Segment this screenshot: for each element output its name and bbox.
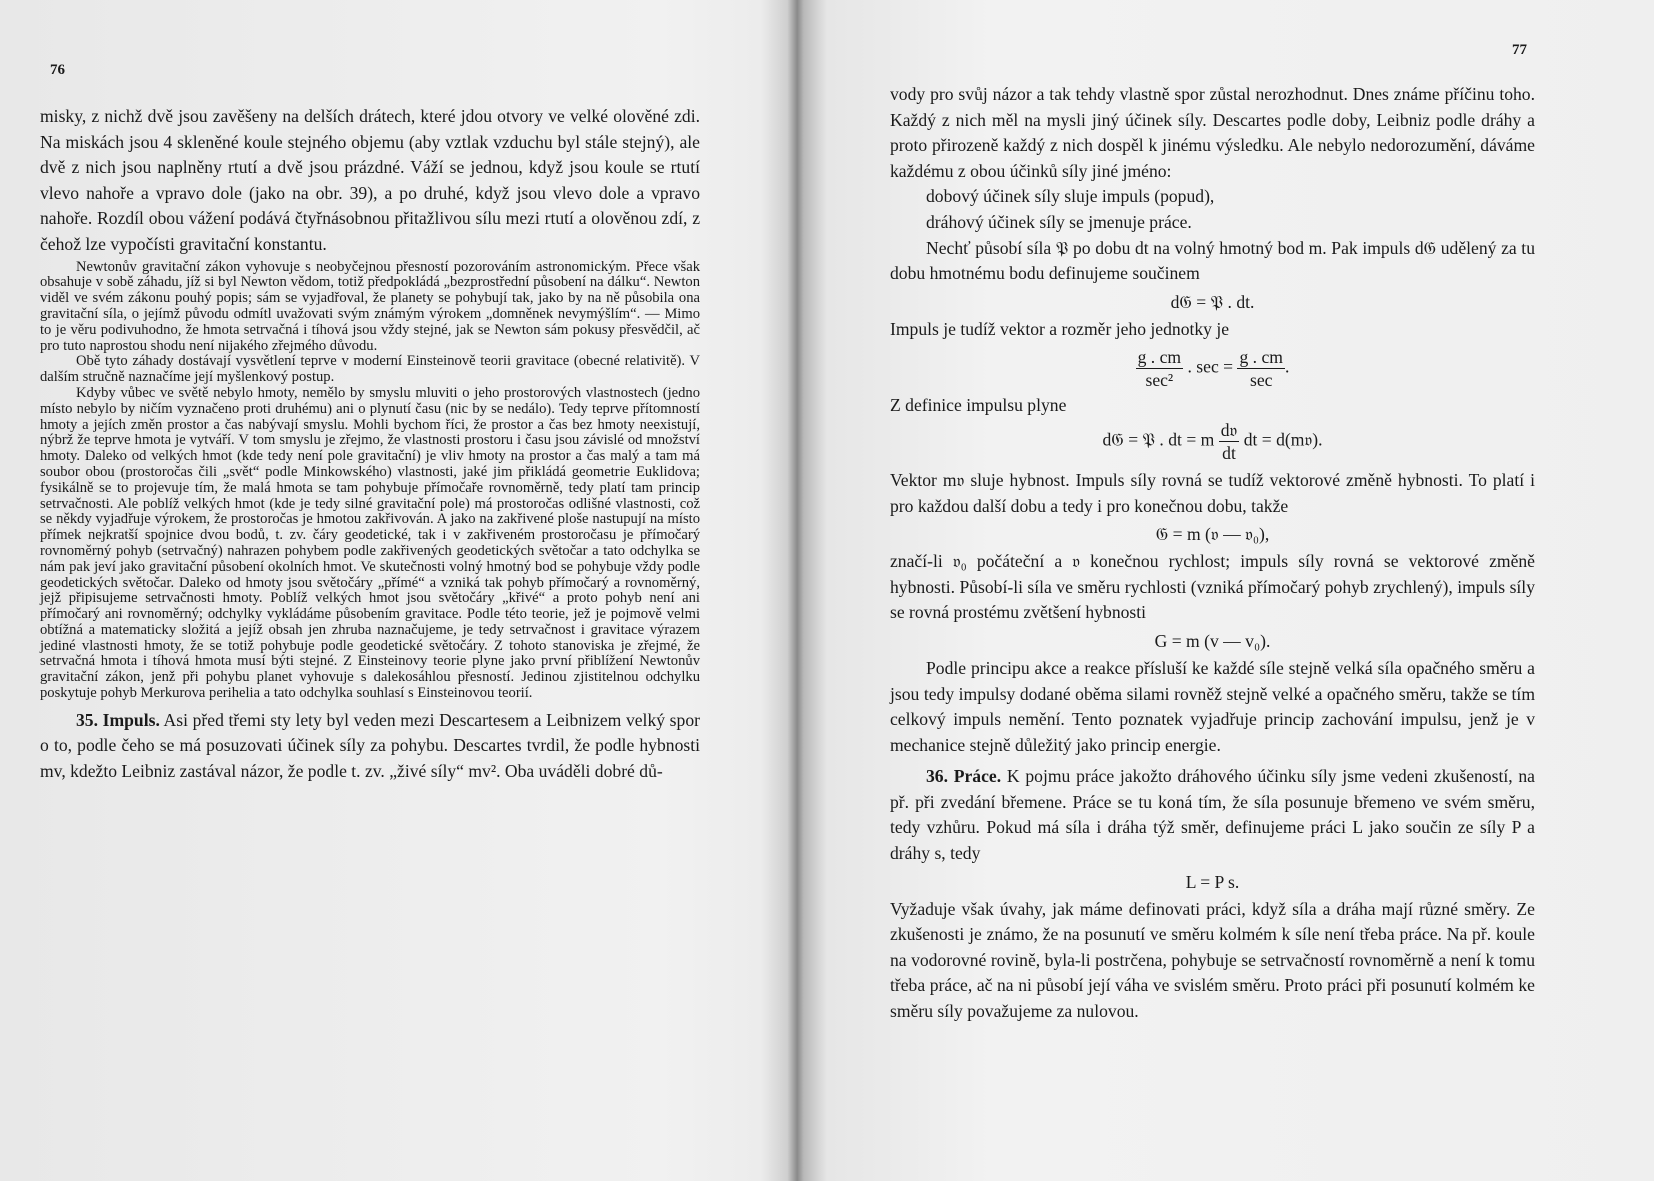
page-number-right: 77 (1512, 42, 1527, 58)
equation: d𝔊 = 𝔓 . dt = m $\frac{\text{d𝔳}}{dt}$ dt = d(m𝔳). (1102, 419, 1323, 463)
paragraph: Vektor m𝔳 sluje hybnost. Impuls síly rovná se tudíž vektorové změně hybnosti. To platí i pro každou další dobu a tedy i pro konečnou dobu, takže (890, 469, 1535, 516)
paragraph-small: Obě tyto záhady dostávají vysvětlení teprve v moderní Einsteinově teorii gravitace (obecné relativitě). V dalším stručně naznačíme její myšlenkový postup. (40, 353, 700, 386)
paragraph: misky, z nichž dvě jsou zavěšeny na delších drátech, které jdou otvory ve velké olověné zdi. Na miskách jsou 4 skleněné koule stejného objemu (aby vztlak vzduchu byl stále stejný), ale dvě z nich jsou naplněny rtutí a dvě jsou prázdné. Váží se jednou, když jsou koule se rtutí vlevo nahoře a vpravo dole (jako na obr. 39), a po druhé, když jsou vlevo dole a vpravo nahoře. Rozdíl obou vážení podává čtyřnásobnou přitažlivou sílu mezi rtutí a olověnou zdí, z čehož lze vypočísti gravitační konstantu. (40, 106, 700, 254)
paragraph: Podle principu akce a reakce přísluší ke každé síle stejně velká síla opačného směru a jsou tedy impulsy dodané oběma silami rovněž stejně velké a opačného směru, takže se tím celkový impuls nemění. Tento poznatek vyjadřuje princip zachování impulsu, jenž je v mechanice stejně důležitý jako princip energie. (890, 657, 1535, 755)
section-35 (40, 708, 700, 785)
fraction: $\frac{\text{d𝔳}}{dt}$ (1220, 419, 1238, 463)
paragraph-small: Newtonův gravitační zákon vyhovuje s neobyčejnou přesností pozorováním astronomickým. Přece však obsahuje v sobě záhadu, jíž si byl Newton vědom, totiž předpokládá „bezprostřední působení na dálku“. Newton viděl ve svém zákonu pouhý popis; sám se vyjadřoval, že planety se pohybují tak, jako by na ně působila ona gravitační síla, o jejímž původu odmítl uvažovati svým známým výrokem „domněnek nevymýšlím“. — Mimo to je věru podivuhodno, že hmota setrvačná i tíhová jsou vždy stejné, jak se Newton sám pokusy přesvědčil, ač pro tuto naprostou shodu není nijakého zřejmého důvodu. (40, 258, 700, 354)
left-page-text (40, 104, 700, 785)
paragraph-small: Kdyby vůbec ve světě nebylo hmoty, nemělo by smyslu mluviti o jeho prostorových vlastnostech (jedno místo nebylo by ničím vyznačeno proti druhému) ani o plynutí času (nic by se nedálo). Tedy teprve přítomností hmoty a jejích změn prostor a čas nabývají smyslu. Mohli bychom říci, že prostor a čas bez hmoty neexistují, nýbrž že teprve hmota je vytváří. V tom smyslu je zřejmo, že vlastnosti prostoru i času jsou závislé od množství hmoty. Daleko od velkých hmot (kde tedy není pole gravitační) je vliv hmoty na prostor a čas malý a tam má soubor obou (prostoročas čili „svět“ podle Minkowského) vlastnosti, jaké jim přikládá geometrie Euklidova; fysikálně se to projevuje tím, že malá hmota se tam pohybuje přímočaře rovnoměrně, tedy platí tam princip setrvačnosti. Ale poblíž velkých hmot (kde je tedy silné gravitační pole) má prostoročas odlišné vlastnosti, což se někdy vyjadřuje výrokem, že prostoročas je hmotou zakřivován. A jako na zakřivené ploše nastupují na místo přímek nejkratší spojnice dvou bodů, t. zv. čáry geodetické, tak i v zakřiveném prostoročasu je přímočarý rovnoměrný pohyb (setrvačný) nahrazen pohybem podle zakřivených geodetických světočar a tato odchylka se nám pak jeví jako gravitační působení okolních hmot. Ve skutečnosti volný hmotný bod se pohybuje vždy podle geodetických světočar. Daleko od hmoty jsou světočáry „přímé“ a vzniká tak pohyb přímočarý a rovnoměrný, jejž připisujeme setrvačnosti hmoty. Poblíž velkých hmot jsou světočáry „křivé“ a proto pohyb není ani přímočarý ani rovnoměrný; odchylky vykládáme působením gravitace. Podle této teorie, jež je pojmově velmi obtížná a matematicky složitá a jejíž obsah jen zhruba naznačujeme, je tedy setrvačnost i gravitace výrazem jediné vlastnosti hmoty, že se totiž pohybuje podle geodetické světočáry. Z tohoto stanoviska je zřejmé, že setrvačná hmota i tíhová hmota musí býti stejné. Z Einsteinovy teorie plyne jako první přiblížení Newtonův gravitační zákon, jenž při pohybu planet vyhovuje s dalekosáhlou přesností. Jedinou zjistitelnou odchylku poskytuje pohyb Merkurova perihelia a tato odchylka souhlasí s Einsteinovou teorií. (40, 384, 700, 702)
section-36 (890, 764, 1535, 866)
paragraph: Z definice impulsu plyne (890, 395, 1067, 416)
right-page-text (890, 82, 1535, 1025)
page-number-left: 76 (50, 62, 65, 78)
paragraph: Nechť působí síla 𝔓 po dobu dt na volný hmotný bod m. Pak impuls d𝔊 udělený za tu dobu hmotnému bodu definujeme součinem (890, 237, 1535, 284)
right-page (890, 0, 1535, 1181)
equation: 𝔊 = m (𝔳 — 𝔳₀), (1155, 524, 1270, 545)
paragraph: značí-li 𝔳₀ počáteční a 𝔳 konečnou rychlost; impuls síly rovná se vektorové změně hybnosti. Působí-li síla ve směru rychlosti (vzniká přímočarý pohyb zrychlený), impuls síly se rovná prostému zvětšení hybnosti (890, 551, 1535, 623)
list-item: dobový účinek síly sluje impuls (popud), (926, 186, 1215, 207)
section-title: 35. Impuls. (76, 709, 160, 730)
equation: L = P s. (1185, 871, 1240, 892)
list-item: dráhový účinek síly se jmenuje práce. (926, 211, 1192, 232)
equation: d𝔊 = 𝔓 . dt. (1170, 291, 1255, 312)
equation-units: $\frac{g . cm}{\text{sec²}}$ . sec = $\frac{g . cm}{\sec}$ . (1137, 347, 1290, 391)
equation: G = m (v — v₀). (1154, 630, 1271, 651)
section-text: K pojmu práce jakožto dráhového účinku síly jsme vedeni zkušeností, na př. při zvedání břemene. Práce se tu koná tím, že síla posunuje břemeno ve svém směru, tedy vzhůru. Pokud má síla i dráha týž směr, definujeme práci L jako součin ze síly P a dráhy s, tedy (890, 766, 1535, 864)
paragraph: Impuls je tudíž vektor a rozměr jeho jednotky je (890, 318, 1230, 339)
section-text: Asi před třemi sty lety byl veden mezi Descartesem a Leibnizem velký spor o to, podle čeho se má posuzovati účinek síly za pohybu. Descartes tvrdil, že podle hybnosti mv, kdežto Leibniz zastával názor, že podle t. zv. „živé síly“ mv². Oba uváděli dobré dů- (40, 709, 700, 782)
fraction: $\frac{g . cm}{\text{sec²}}$ (1137, 347, 1182, 391)
paragraph: vody pro svůj názor a tak tehdy vlastně spor zůstal nerozhodnut. Dnes známe příčinu toho. Každý z nich měl na mysli jiný účinek síly. Descartes podle doby, Leibniz podle dráhy a proto přirozeně každý z nich dospěl k jinému výsledku. Ale nebylo nedorozumění, dáváme každému z obou účinků síly jiné jméno: (890, 84, 1535, 181)
left-page (40, 0, 700, 1181)
paragraph: Vyžaduje však úvahy, jak máme definovati práci, když síla a dráha mají různé směry. Ze zkušenosti je známo, že na posunutí ve směru kolmém k síle není třeba práce. Na př. koule na vodorovné rovině, byla-li postrčena, pohybuje se setrvačností rovnoměrně a není k tomu třeba práce, ač na ni působí její váha ve svislém směru. Proto práci při posunutí kolmém ke směru síly považujeme za nulovou. (890, 898, 1535, 1022)
section-title: 36. Práce. (926, 766, 1002, 787)
fraction: $\frac{g . cm}{\sec}$ (1239, 347, 1283, 391)
